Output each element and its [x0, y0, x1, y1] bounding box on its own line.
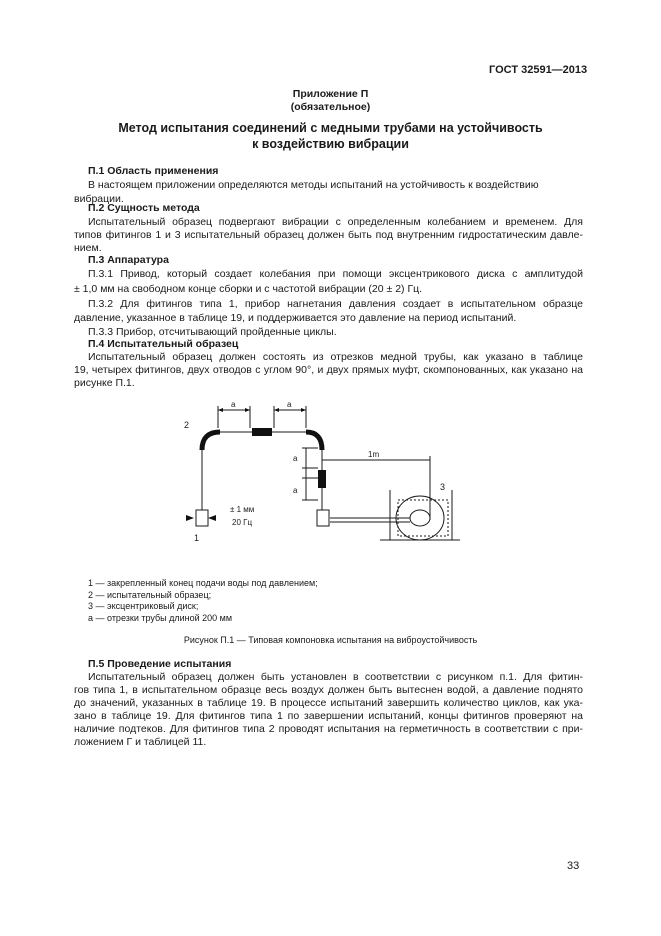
label-amplitude: ± 1 мм [230, 505, 255, 514]
paragraph-line: ложением Г и таблицей 11. [74, 736, 207, 748]
section-heading-specimen: П.4 Испытательный образец [88, 338, 239, 350]
coupling-top [252, 428, 272, 436]
page-number: 33 [567, 860, 580, 872]
standard-number: ГОСТ 32591—2013 [489, 64, 588, 76]
disc-housing [398, 500, 448, 536]
arrow-icon [218, 408, 223, 412]
arrow-icon [208, 515, 216, 521]
annex-heading [0, 88, 661, 114]
title-line-1: Метод испытания соединений с медными трубами на устойчивость [118, 121, 543, 135]
paragraph-line: Испытательный образец должен быть установлен в соответствии с рисунком п.1. Для фитин- [88, 671, 583, 683]
label-disc-number: 3 [440, 482, 446, 492]
coupling-right [318, 470, 326, 488]
pipe-bend-left [202, 432, 220, 450]
paragraph-line: Испытательный образец должен состоять из отрезков медной трубы, как указано в таблице [88, 351, 583, 363]
document-title [0, 121, 661, 152]
arrow-icon [186, 515, 194, 521]
label-frequency: 20 Гц [232, 518, 253, 527]
paragraph-line: П.3.2 Для фитингов типа 1, прибор нагнетания давления создает в испытательном образце [88, 298, 583, 310]
paragraph-line: вибрации. [74, 193, 124, 205]
section-heading-procedure: П.5 Проведение испытания [88, 658, 232, 670]
arrow-icon [245, 408, 250, 412]
eccentric-hub [410, 510, 430, 526]
paragraph-line: ± 1,0 мм на свободном конце сборки и с частотой вибрации (20 ± 2) Гц. [74, 283, 423, 295]
paragraph-line: давление, указанное в таблице 19, и поддерживается это давление на период испытаний. [74, 312, 517, 324]
label-a-left: a [231, 400, 236, 409]
label-specimen-number: 2 [184, 420, 190, 430]
pipe-bend-right [306, 432, 322, 450]
annex-name: Приложение П [292, 88, 369, 100]
section-heading-scope: П.1 Область применения [88, 165, 219, 177]
eccentric-disc [396, 496, 444, 540]
paragraph-line: 19, четырех фитингов, двух отводов с углом 90°, и двух прямых муфт, скомпонованных, как указано на [74, 364, 583, 376]
paragraph-line: нием. [74, 242, 102, 254]
arrow-icon [274, 408, 279, 412]
figure-caption: Рисунок П.1 — Типовая компоновка испытания на виброустойчивость [183, 635, 478, 645]
paragraph-line: до значений, указанных в таблице 19. В процессе испытаний завершить количество циклов, как ука- [74, 697, 583, 709]
label-a-vertical-1: a [293, 454, 298, 463]
label-fixed-end-number: 1 [194, 533, 200, 543]
arrow-icon [301, 408, 306, 412]
figure-legend [88, 578, 318, 624]
paragraph-line: зано в таблице 19. Для фитингов типа 1 по завершении испытаний, концы фитингов проверяют на [74, 710, 583, 722]
paragraph-line: Испытательный образец подвергают вибрации с определенным колебанием и временем. Для [88, 216, 583, 228]
label-a-right: a [287, 400, 292, 409]
legend-item: 3 — эксцентриковый диск; [88, 601, 199, 611]
legend-item: а — отрезки трубы длиной 200 мм [88, 612, 233, 623]
annex-status: (обязательное) [290, 101, 371, 113]
label-one-meter: 1m [368, 450, 380, 459]
paragraph-line: П.3.3 Прибор, отсчитывающий пройденные циклы. [88, 326, 337, 338]
label-a-vertical-2: a [293, 486, 298, 495]
paragraph-line: П.3.1 Привод, который создает колебания при помощи эксцентрикового диска с амплитудой [88, 268, 583, 280]
paragraph-line: В настоящем приложении определяются методы испытаний на устойчивость к воздействию [88, 179, 539, 191]
legend-item: 1 — закрепленный конец подачи воды под давлением; [88, 578, 318, 588]
drive-clamp [317, 510, 329, 526]
legend-item: 2 — испытательный образец; [88, 589, 212, 600]
paragraph-line: рисунке П.1. [74, 377, 135, 389]
section-heading-apparatus: П.3 Аппаратура [88, 254, 169, 266]
paragraph-line: гов типа 1, в испытательном образце весь воздух должен быть вытеснен водой, а давление поднято [74, 684, 583, 696]
paragraph-line: наличие подтеков. Для фитингов типа 2 проводят испытания на герметичность в соответствии с при- [74, 723, 583, 735]
section-heading-principle: П.2 Сущность метода [88, 202, 200, 214]
title-line-2: к воздействию вибрации [252, 136, 409, 151]
paragraph-line: типов фитингов 1 и 3 испытательный образец должен быть под внутренним гидростатическим давле- [74, 229, 583, 241]
fixed-end-clamp [196, 510, 208, 526]
